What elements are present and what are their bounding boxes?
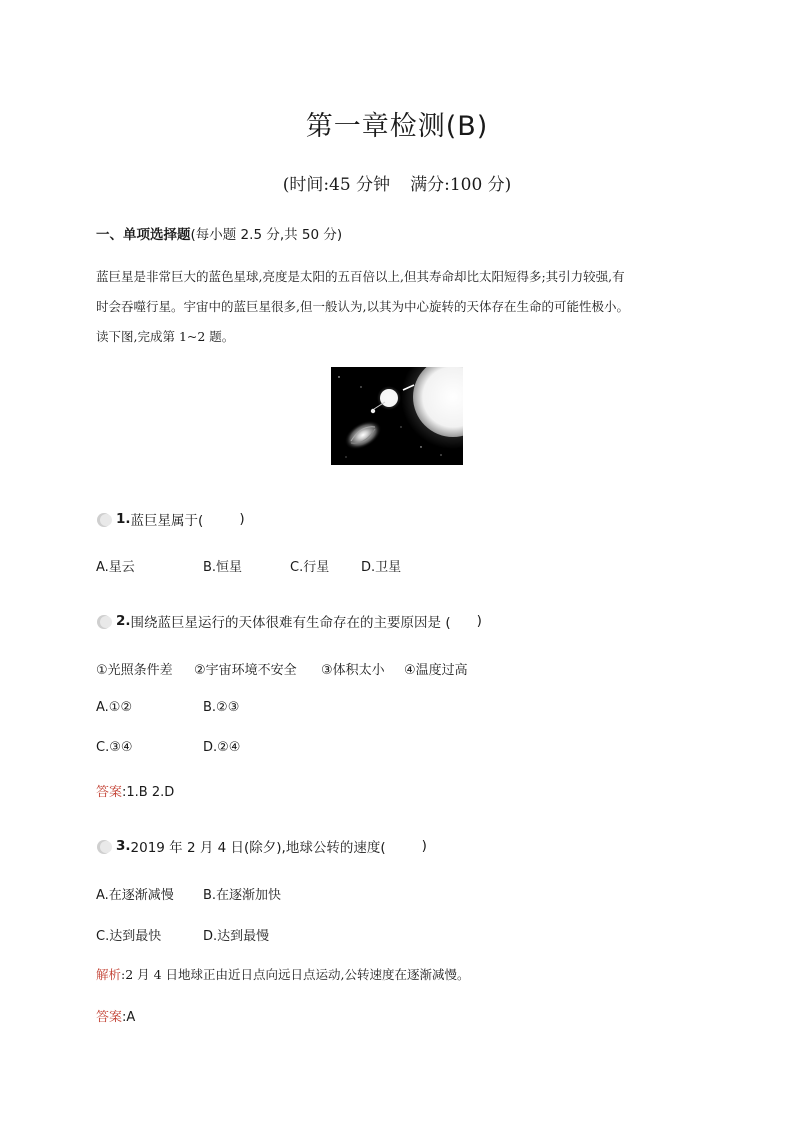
option-a: A.在逐渐减慢 bbox=[96, 888, 174, 903]
question-1 bbox=[96, 509, 245, 529]
statement-4: ④温度过高 bbox=[404, 663, 468, 678]
question-marker-icon bbox=[96, 614, 112, 628]
statement-3: ③体积太小 bbox=[321, 663, 385, 678]
question-stem: 2019 年 2 月 4 日(除夕),地球公转的速度( bbox=[130, 840, 386, 856]
question-number: 1. bbox=[116, 511, 131, 527]
statement-2: ②宇宙环境不安全 bbox=[194, 663, 297, 678]
analysis-3 bbox=[96, 965, 470, 983]
statement-1: ①光照条件差 bbox=[96, 663, 173, 678]
answer-label: 答案 bbox=[96, 785, 123, 800]
question-close: ) bbox=[239, 511, 245, 527]
answer-text: :1.B 2.D bbox=[122, 785, 175, 800]
option-c: C.③④ bbox=[96, 740, 133, 755]
question-3 bbox=[96, 836, 427, 856]
space-illustration bbox=[331, 367, 463, 465]
answer-3 bbox=[96, 1006, 135, 1025]
question-2 bbox=[96, 611, 482, 631]
blue-giant-figure bbox=[331, 367, 463, 465]
section-heading bbox=[96, 223, 342, 243]
answer-text: :A bbox=[122, 1010, 136, 1025]
analysis-text: :2 月 4 日地球正由近日点向远日点运动,公转速度在逐渐减慢。 bbox=[121, 967, 470, 982]
passage-line: 时会吞噬行星。宇宙中的蓝巨星很多,但一般认为,以其为中心旋转的天体存在生命的可能性极小。 bbox=[96, 299, 629, 314]
option-b: B.恒星 bbox=[203, 560, 243, 575]
section-title: 一、单项选择题 bbox=[96, 227, 191, 243]
option-d: D.卫星 bbox=[361, 560, 402, 575]
analysis-label: 解析 bbox=[96, 967, 122, 982]
option-d: D.②④ bbox=[203, 740, 241, 755]
answer-1-2 bbox=[96, 781, 174, 800]
answer-label: 答案 bbox=[96, 1010, 123, 1025]
exam-time: (时间:45 分钟 bbox=[282, 175, 391, 195]
exam-score: 满分:100 分) bbox=[410, 175, 512, 195]
option-c: C.行星 bbox=[290, 560, 330, 575]
question-number: 2. bbox=[116, 613, 131, 629]
question-close: ) bbox=[421, 838, 427, 854]
question-stem: 蓝巨星属于( bbox=[130, 513, 204, 529]
reading-passage bbox=[96, 262, 696, 352]
option-d: D.达到最慢 bbox=[203, 929, 270, 944]
question-number: 3. bbox=[116, 838, 131, 854]
option-a: A.①② bbox=[96, 700, 133, 715]
passage-line: 读下图,完成第 1~2 题。 bbox=[96, 329, 235, 344]
option-a: A.星云 bbox=[96, 560, 135, 575]
passage-line: 蓝巨星是非常巨大的蓝色星球,亮度是太阳的五百倍以上,但其寿命却比太阳短得多;其引力较强,有 bbox=[96, 269, 625, 284]
question-marker-icon bbox=[96, 512, 112, 526]
section-note: (每小题 2.5 分,共 50 分) bbox=[190, 227, 343, 243]
question-close: ) bbox=[476, 613, 482, 629]
option-b: B.在逐渐加快 bbox=[203, 888, 282, 903]
option-c: C.达到最快 bbox=[96, 929, 162, 944]
question-marker-icon bbox=[96, 839, 112, 853]
exam-info bbox=[0, 170, 794, 195]
page-title: 第一章检测(B) bbox=[305, 111, 489, 142]
question-stem: 围绕蓝巨星运行的天体很难有生命存在的主要原因是 ( bbox=[130, 615, 451, 631]
option-b: B.②③ bbox=[203, 700, 240, 715]
